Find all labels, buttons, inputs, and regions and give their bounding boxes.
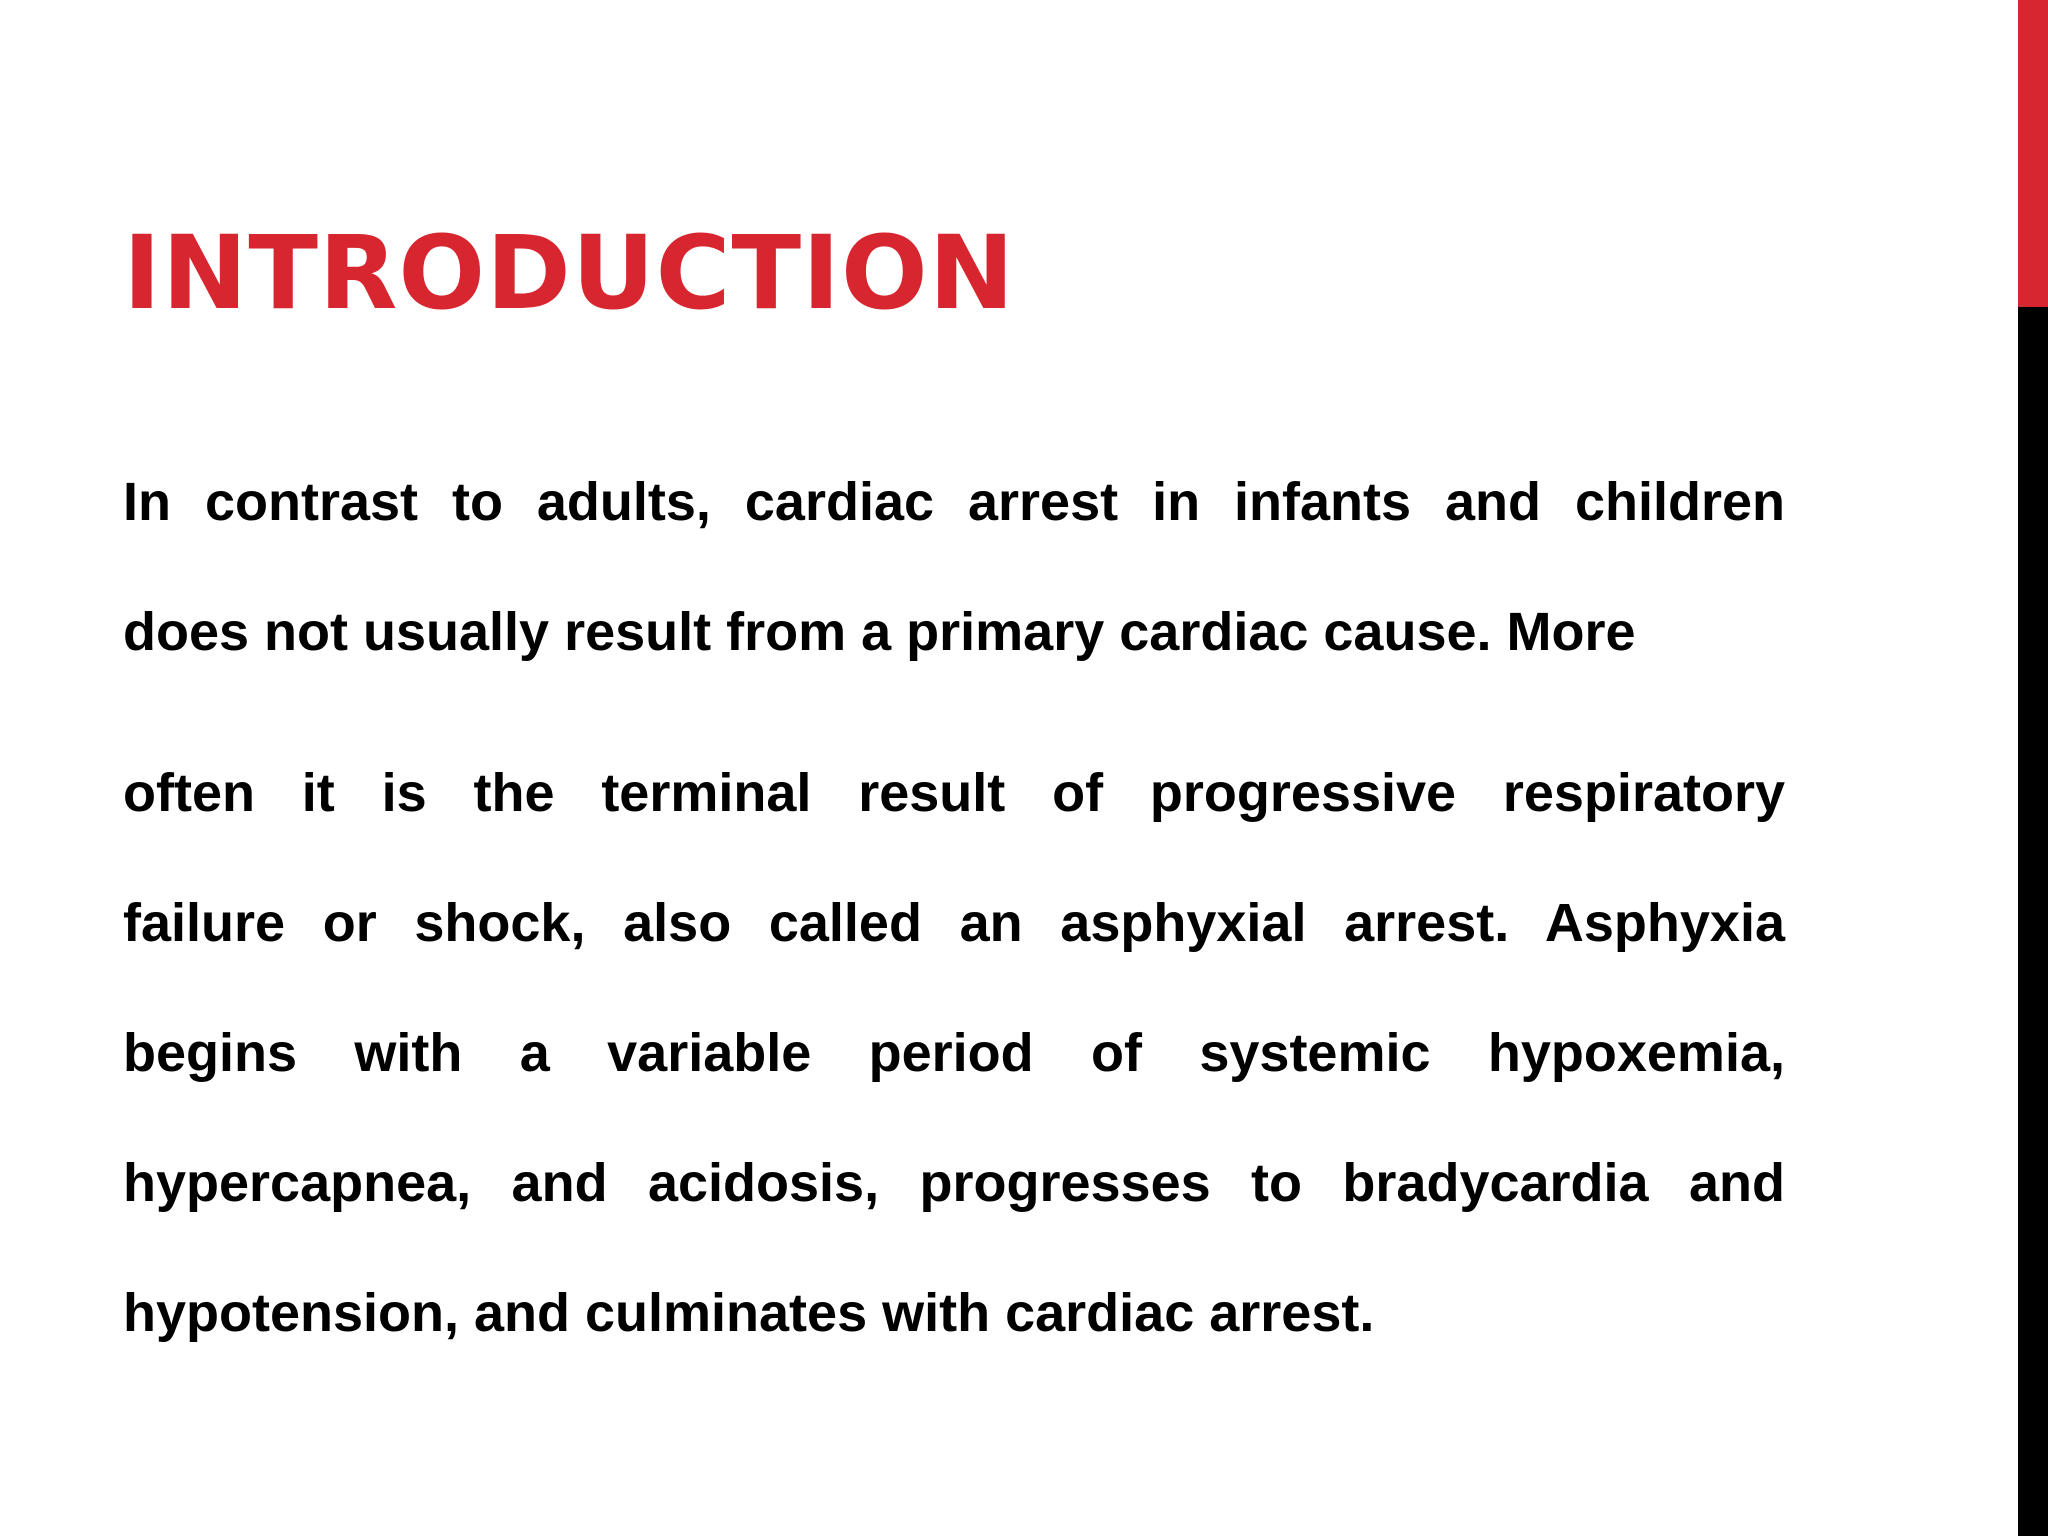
body-line: does not usually result from a primary cardiac cause. More xyxy=(123,602,1636,662)
slide-title: INTRODUCTION xyxy=(123,214,1016,333)
body-line: begins with a variable period of systemic hypoxemia, xyxy=(123,1023,1785,1083)
body-paragraph-2 xyxy=(123,728,1785,1378)
body-line: often it is the terminal result of progressive respiratory xyxy=(123,763,1785,823)
body-line: In contrast to adults, cardiac arrest in infants and children xyxy=(123,472,1785,532)
accent-bar-red xyxy=(2018,0,2048,307)
body-line: hypotension, and culminates with cardiac arrest. xyxy=(123,1283,1375,1343)
accent-bar-black xyxy=(2018,307,2048,1536)
body-line: failure or shock, also called an asphyxial arrest. Asphyxia xyxy=(123,893,1785,953)
body-line: hypercapnea, and acidosis, progresses to bradycardia and xyxy=(123,1153,1785,1213)
body-paragraph-1 xyxy=(123,437,1785,697)
